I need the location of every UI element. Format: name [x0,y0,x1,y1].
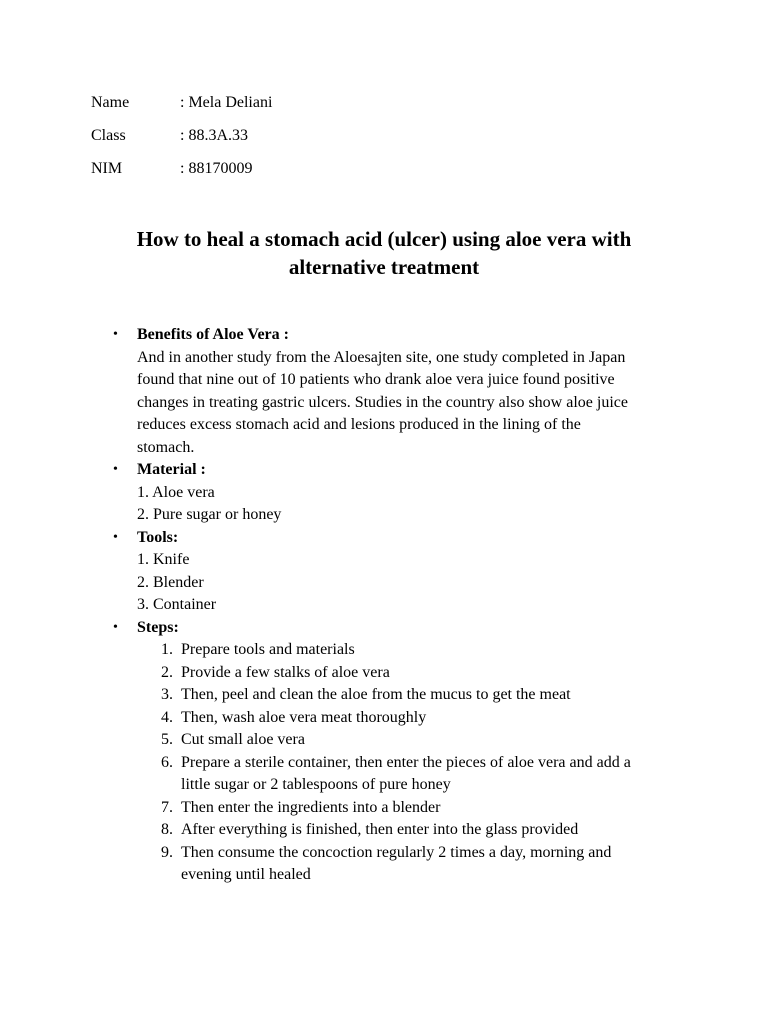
nim-row [91,158,272,191]
nim-label: NIM [91,160,123,177]
material-item: 1. Aloe vera [137,483,215,501]
step-item [137,819,693,842]
step-number: 9. [161,843,173,861]
name-value: : Mela Deliani [180,94,273,111]
tool-item: 2. Blender [137,573,204,591]
name-label: Name [91,94,130,111]
section-steps [113,617,693,887]
class-label: Class [91,127,126,144]
nim-value: : 88170009 [180,160,253,177]
step-item [137,684,693,707]
material-item: 2. Pure sugar or honey [137,506,282,523]
benefits-heading: Benefits of Aloe Vera : [137,326,289,343]
step-item [137,797,693,820]
bullet-icon: • [113,529,118,545]
bullet-icon: • [113,327,118,342]
step-item [137,707,693,730]
step-item [137,842,693,887]
name-row [91,92,272,125]
class-value: : 88.3A.33 [180,127,248,144]
step-text: Prepare tools and materials [181,641,355,658]
document-content [113,324,693,887]
step-text: evening until healed [181,866,311,883]
step-number: 8. [161,821,173,838]
tool-item: 1. Knife [137,551,190,568]
step-text: little sugar or 2 tablespoons of pure honey [181,776,451,793]
title-line-1: How to heal a stomach acid (ulcer) using aloe vera with [136,227,632,251]
benefits-line: found that nine out of 10 patients who drank aloe vera juice found positive [137,371,615,388]
tools-heading: Tools: [137,528,179,546]
step-number: 4. [161,708,173,726]
class-row [91,125,272,158]
benefits-line: changes in treating gastric ulcers. Studies in the country also show aloe juice [137,393,628,411]
step-number: 3. [161,686,173,703]
step-text: Then, peel and clean the aloe from the mucus to get the meat [181,686,571,703]
steps-list [137,639,693,887]
step-item [137,662,693,685]
bullet-icon: • [113,462,118,477]
material-heading: Material : [137,461,206,478]
document-title [0,225,768,281]
step-item [137,729,693,752]
bullet-icon: • [113,619,118,635]
step-number: 5. [161,731,173,748]
step-item [137,752,693,797]
step-item [137,639,693,662]
step-number: 2. [161,663,173,681]
tool-item: 3. Container [137,596,217,613]
step-text: Then consume the concoction regularly 2 times a day, morning and [181,843,612,861]
benefits-line: reduces excess stomach acid and lesions produced in the lining of the [137,416,581,433]
step-number: 1. [161,641,173,658]
section-tools [113,527,693,617]
step-text: Then enter the ingredients into a blender [181,798,441,816]
step-text: Then, wash aloe vera meat thoroughly [181,708,427,726]
benefits-line: stomach. [137,438,195,456]
step-text: Cut small aloe vera [181,731,305,748]
benefits-line: And in another study from the Aloesajten site, one study completed in Japan [137,348,626,366]
student-info [91,92,272,191]
step-number: 6. [161,753,173,771]
step-number: 7. [161,798,173,816]
benefits-paragraph [137,347,693,460]
title-line-2: alternative treatment [288,255,480,279]
section-material [113,459,693,527]
step-text: Provide a few stalks of aloe vera [181,663,390,681]
steps-heading: Steps: [137,618,179,636]
step-text: Prepare a sterile container, then enter the pieces of aloe vera and add a [181,753,631,771]
section-benefits [113,324,693,459]
step-text: After everything is finished, then enter into the glass provided [181,821,579,838]
